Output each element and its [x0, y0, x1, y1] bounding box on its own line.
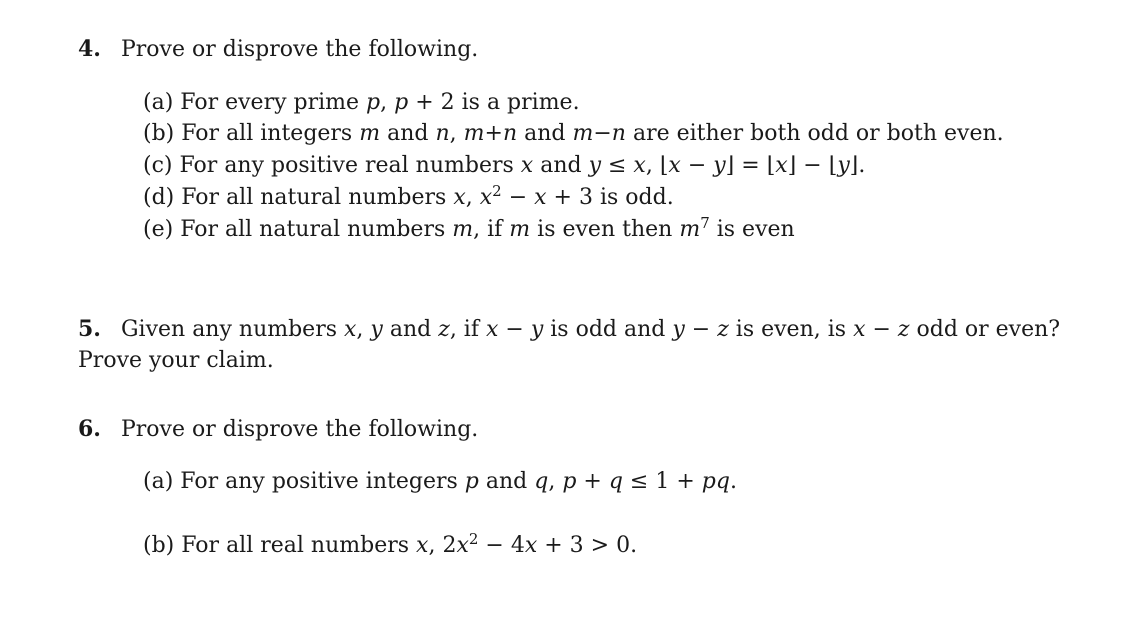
problem-4c — [143, 151, 865, 181]
item-label: (a) — [143, 469, 174, 494]
problem-text-continued: Prove your claim. — [78, 348, 274, 373]
item-text: For all natural numbers m, if m is even then $m^7$ is even — [180, 213, 795, 242]
problem-4d — [143, 183, 674, 213]
item-text: For every prime p, p + 2 is a prime. — [180, 90, 580, 115]
problem-text: Given any numbers x, y and z, if x − y is odd and y − z is even, is x − z odd or even? — [120, 317, 1061, 342]
problem-number: 4. — [78, 36, 101, 62]
item-text: For all real numbers x, $2x^2 - 4x + 3 > 0$. — [181, 529, 638, 558]
problem-6-heading — [78, 414, 478, 445]
item-label: (d) — [143, 185, 175, 210]
problem-5-line-2 — [78, 346, 274, 376]
problem-number: 5. — [78, 316, 101, 342]
problem-heading: Prove or disprove the following. — [120, 417, 479, 442]
item-label: (e) — [143, 217, 174, 242]
problem-4b — [143, 119, 1004, 149]
item-label: (a) — [143, 90, 174, 115]
problem-heading: Prove or disprove the following. — [120, 37, 479, 62]
item-label: (b) — [143, 121, 175, 146]
problem-4e — [143, 215, 795, 245]
problem-5-line-1 — [78, 314, 1060, 345]
item-text: For all integers m and n, m+n and m−n are either both odd or both even. — [181, 121, 1004, 146]
problem-number: 6. — [78, 416, 101, 442]
problem-4a — [143, 88, 580, 118]
item-text: For any positive real numbers x and y ≤ x, ⌊x − y⌋ = ⌊x⌋ − ⌊y⌋. — [179, 153, 866, 178]
item-text: For all natural numbers x, $x^2 - x + 3$ is odd. — [181, 181, 674, 210]
item-label: (b) — [143, 533, 175, 558]
problem-4-heading — [78, 34, 478, 65]
item-text: For any positive integers p and q, p + q ≤ 1 + pq. — [180, 469, 737, 494]
problem-6a — [143, 467, 737, 497]
item-label: (c) — [143, 153, 173, 178]
problem-6b — [143, 531, 637, 561]
